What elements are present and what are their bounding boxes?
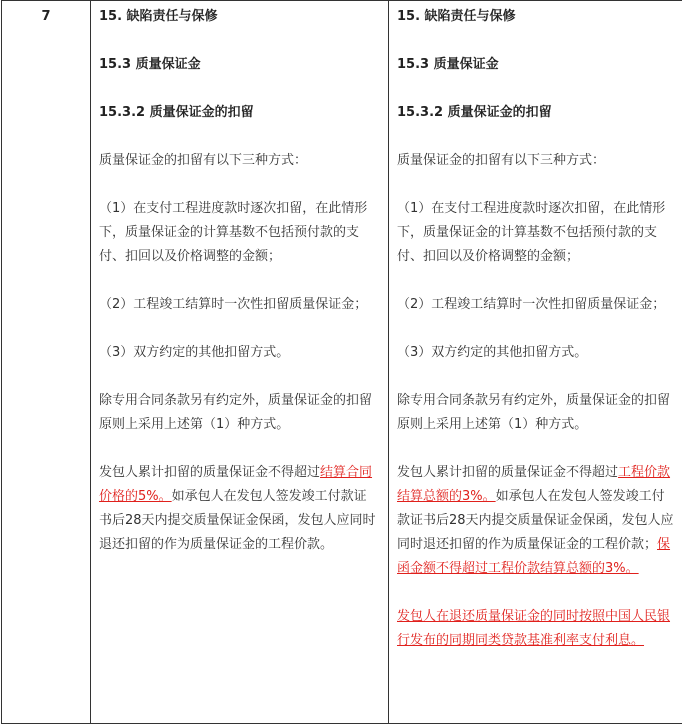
interest-highlight: 发包人在退还质量保证金的同时按照中国人民银行发布的同期同类贷款基准利率支付利息。 [397, 609, 671, 648]
method-1: （1）在支付工程进度款时逐次扣留，在此情形下，质量保证金的计算基数不包括预付款的支付、扣回以及价格调整的金额； [397, 201, 666, 264]
retention-limit-paragraph [397, 461, 677, 581]
comparison-table [1, 0, 682, 724]
subsection-heading: 15.3 质量保证金 [397, 57, 499, 72]
table-row [2, 1, 682, 724]
revised-text-cell [389, 1, 682, 724]
guarantee-text: 如承包人在发包人签发竣工付款证书后28天内提交质量保证金保函，发包人应同时退还扣留的作为质量保证金的工程价款。 [99, 489, 376, 552]
method-2: （2）工程竣工结算时一次性扣留质量保证金； [397, 297, 666, 312]
default-method: 除专用合同条款另有约定外，质量保证金的扣留原则上采用上述第（1）种方式。 [397, 393, 671, 432]
retention-limit-text: 发包人累计扣留的质量保证金不得超过 [99, 465, 321, 480]
retention-limit-paragraph [99, 461, 379, 557]
original-text-cell [91, 1, 389, 724]
default-method: 除专用合同条款另有约定外，质量保证金的扣留原则上采用上述第（1）种方式。 [99, 393, 373, 432]
method-3: （3）双方约定的其他扣留方式。 [397, 345, 588, 360]
retention-limit-highlight: 结算合同价格的5%。 [99, 465, 373, 504]
guarantee-text: 如承包人在发包人签发竣工付款证书后28天内提交质量保证金保函，发包人应同时退还扣留的作为质量保证金的工程价款； [397, 489, 674, 552]
row-number: 7 [41, 9, 51, 24]
guarantee-limit-highlight: 保函金额不得超过工程价款结算总额的3%。 [397, 537, 671, 576]
row-number-cell [2, 1, 91, 724]
interest-paragraph [397, 605, 677, 653]
retention-limit-highlight: 工程价款结算总额的3%。 [397, 465, 671, 504]
section-heading: 15. 缺陷责任与保修 [99, 9, 218, 24]
section-heading: 15. 缺陷责任与保修 [397, 9, 516, 24]
subsection-heading: 15.3 质量保证金 [99, 57, 201, 72]
clause-intro: 质量保证金的扣留有以下三种方式： [99, 153, 308, 168]
method-2: （2）工程竣工结算时一次性扣留质量保证金； [99, 297, 368, 312]
method-3: （3）双方约定的其他扣留方式。 [99, 345, 290, 360]
clause-intro: 质量保证金的扣留有以下三种方式： [397, 153, 606, 168]
clause-heading: 15.3.2 质量保证金的扣留 [99, 105, 254, 120]
method-1: （1）在支付工程进度款时逐次扣留，在此情形下，质量保证金的计算基数不包括预付款的支付、扣回以及价格调整的金额； [99, 201, 368, 264]
clause-heading: 15.3.2 质量保证金的扣留 [397, 105, 552, 120]
retention-limit-text: 发包人累计扣留的质量保证金不得超过 [397, 465, 619, 480]
